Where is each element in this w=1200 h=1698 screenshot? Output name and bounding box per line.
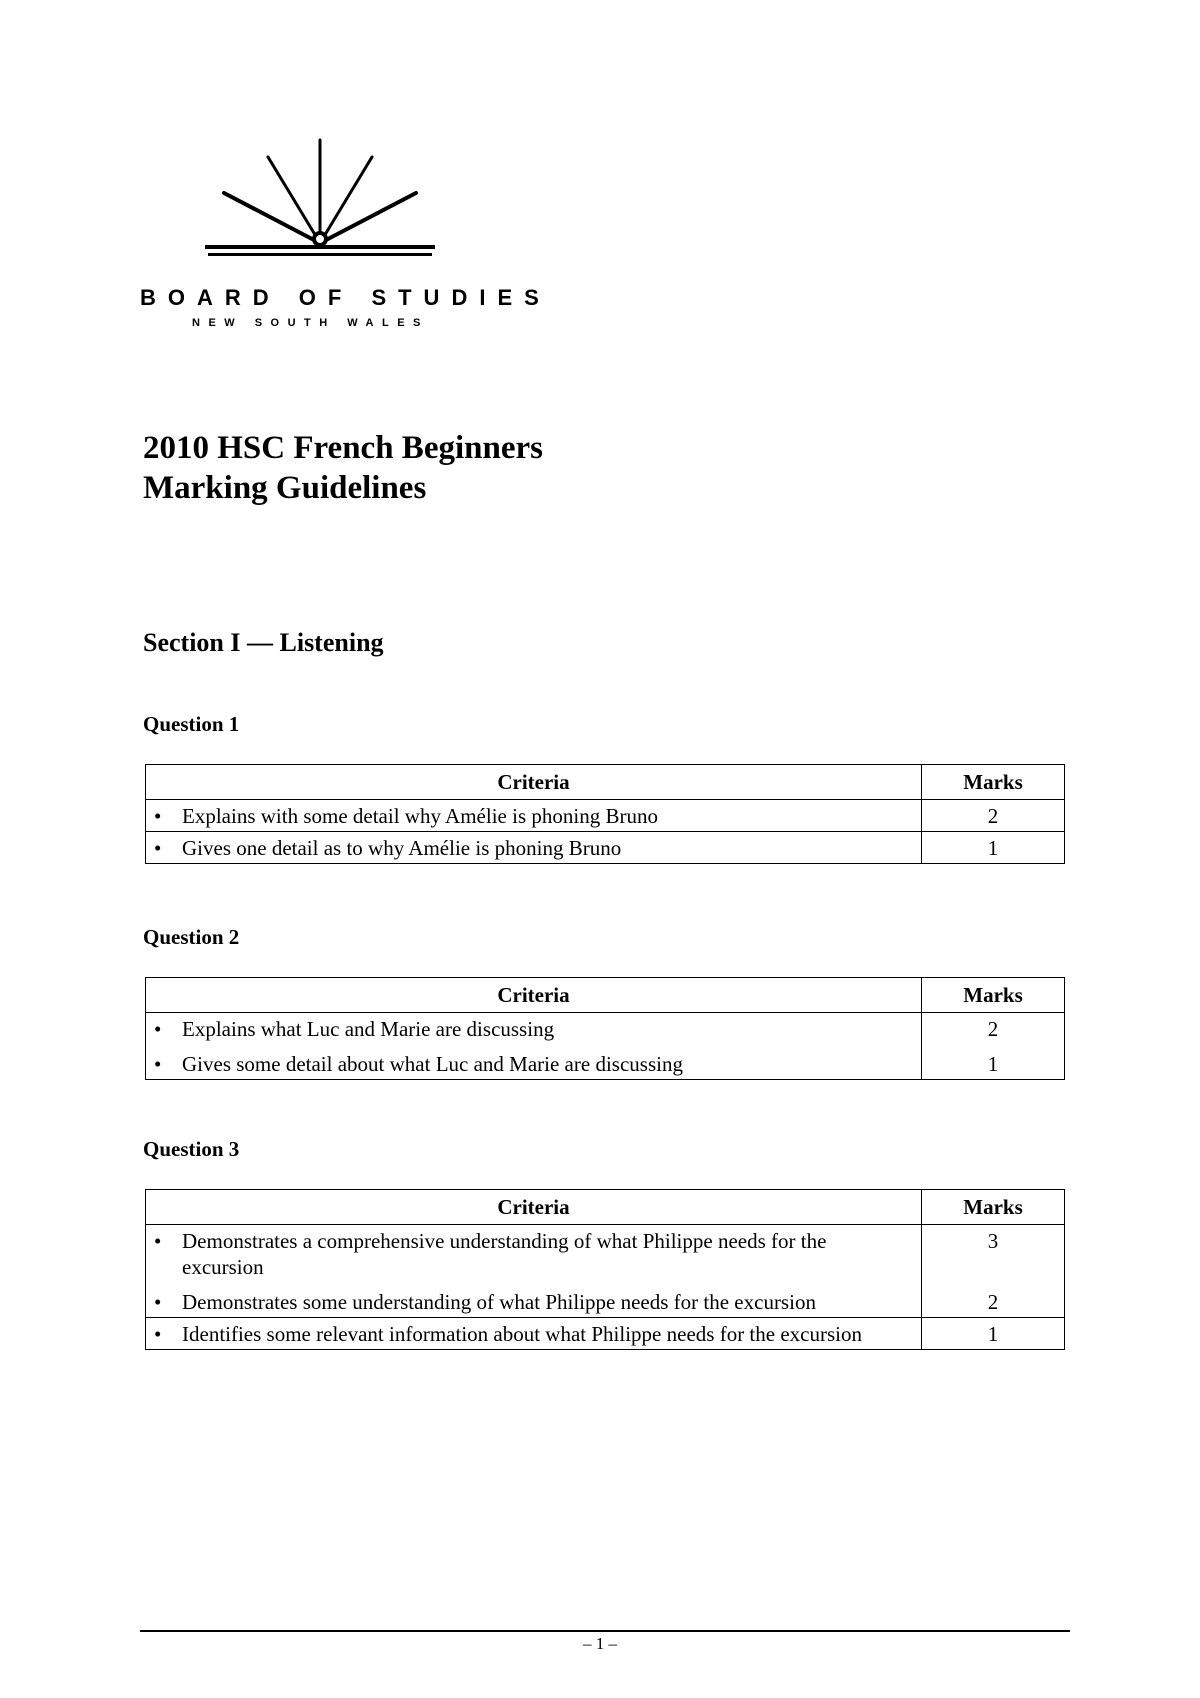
criterion-text: Explains what Luc and Marie are discussing <box>182 1017 555 1041</box>
mark-value: 1 <box>987 1322 999 1346</box>
mark-value: 2 <box>987 1017 999 1041</box>
title-line-1: 2010 HSC French Beginners <box>143 430 543 466</box>
criterion-item <box>146 1016 921 1042</box>
mark-value: 2 <box>987 1290 999 1314</box>
criterion-item <box>146 1289 921 1315</box>
criteria-cell <box>146 1013 922 1080</box>
bullet-icon: • <box>154 836 162 860</box>
table-row <box>146 832 1065 864</box>
criterion-item <box>146 1051 921 1077</box>
marks-cell <box>922 1225 1065 1318</box>
table-row <box>146 1013 1065 1080</box>
mark-value: 3 <box>987 1229 999 1253</box>
question-3-label: Question 3 <box>143 1137 240 1161</box>
page-number: – 1 – <box>583 1634 617 1653</box>
criterion-item <box>146 803 921 829</box>
mark-value: 1 <box>987 1052 999 1076</box>
bullet-icon: • <box>154 1052 162 1076</box>
criteria-cell <box>146 800 922 832</box>
question-1-criteria-table <box>145 764 1065 864</box>
bullet-icon: • <box>154 804 162 828</box>
bullet-icon: • <box>154 1017 162 1041</box>
sunburst-book-icon <box>180 135 440 275</box>
table-header-row <box>146 765 1065 800</box>
marks-cell <box>922 1013 1065 1080</box>
marks-cell <box>922 800 1065 832</box>
question-2-criteria-table <box>145 977 1065 1080</box>
table-header-row <box>146 978 1065 1013</box>
criteria-header: Criteria <box>146 978 922 1013</box>
table-row <box>146 800 1065 832</box>
criteria-header: Criteria <box>146 1190 922 1225</box>
title-line-2: Marking Guidelines <box>143 470 427 506</box>
criteria-cell <box>146 1318 922 1350</box>
criterion-item <box>146 835 921 861</box>
criterion-text: Gives some detail about what Luc and Marie are discussing <box>182 1052 683 1076</box>
bullet-icon: • <box>154 1290 162 1314</box>
section-title: Section I — Listening <box>143 628 384 657</box>
criteria-cell <box>146 1225 922 1318</box>
criterion-text: Demonstrates a comprehensive understanding of what Philippe needs for the excursion <box>182 1229 827 1279</box>
criterion-text: Gives one detail as to why Amélie is phoning Bruno <box>182 836 622 860</box>
mark-value: 1 <box>987 836 999 860</box>
bullet-icon: • <box>154 1229 162 1253</box>
board-of-studies-logo <box>140 135 551 345</box>
table-header-row <box>146 1190 1065 1225</box>
marks-header: Marks <box>922 1190 1065 1225</box>
criterion-text: Explains with some detail why Amélie is phoning Bruno <box>182 804 658 828</box>
criteria-cell <box>146 832 922 864</box>
table-row <box>146 1318 1065 1350</box>
criterion-item <box>146 1228 921 1280</box>
criterion-text: Demonstrates some understanding of what Philippe needs for the excursion <box>182 1290 816 1314</box>
criterion-item <box>146 1321 921 1347</box>
logo-line-new-south-wales: NEW SOUTH WALES <box>192 317 429 329</box>
table-row <box>146 1225 1065 1318</box>
logo-line-board-of-studies: BOARD OF STUDIES <box>140 285 551 310</box>
marks-header: Marks <box>922 765 1065 800</box>
marks-header: Marks <box>922 978 1065 1013</box>
criteria-header: Criteria <box>146 765 922 800</box>
bullet-icon: • <box>154 1322 162 1346</box>
mark-value: 2 <box>987 804 999 828</box>
footer-divider <box>140 1630 1070 1632</box>
marks-cell <box>922 1318 1065 1350</box>
question-1-label: Question 1 <box>143 712 240 736</box>
criterion-text: Identifies some relevant information about what Philippe needs for the excursion <box>182 1322 862 1346</box>
question-3-criteria-table <box>145 1189 1065 1350</box>
marks-cell <box>922 832 1065 864</box>
question-2-label: Question 2 <box>143 925 240 949</box>
document-title <box>143 428 543 508</box>
